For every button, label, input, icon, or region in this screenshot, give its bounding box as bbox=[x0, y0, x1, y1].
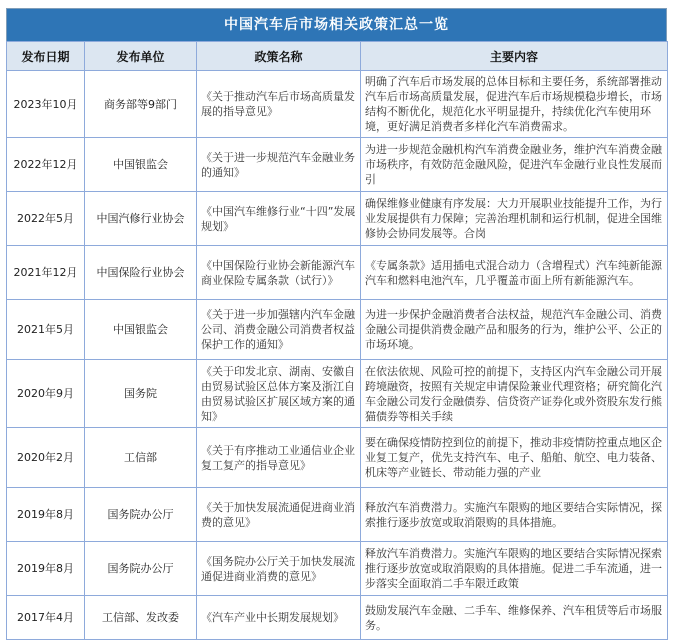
cell-unit: 中国保险行业协会 bbox=[85, 246, 197, 300]
cell-content: 为进一步规范金融机构汽车消费金融业务，维护汽车消费金融市场秩序，有效防范金融风险，促进汽车金融行业良性发展而引 bbox=[361, 138, 668, 192]
cell-unit: 商务部等9部门 bbox=[85, 71, 197, 138]
header-content: 主要内容 bbox=[361, 42, 668, 71]
policy-table-container bbox=[6, 8, 667, 640]
cell-policy-name: 《关于印发北京、湖南、安徽自由贸易试验区总体方案及浙江自由贸易试验区扩展区域方案的通知》 bbox=[197, 360, 361, 428]
cell-content: 在依法依规、风险可控的前提下，支持区内汽车金融公司开展跨境融资，按照有关规定申请保险兼业代理资格；研究简化汽车金融公司发行金融债券、信贷资产证券化或外资股东发行熊猫债券等相关手续 bbox=[361, 360, 668, 428]
table-row bbox=[7, 542, 668, 596]
header-date: 发布日期 bbox=[7, 42, 85, 71]
table-row bbox=[7, 428, 668, 488]
cell-date: 2019年8月 bbox=[7, 542, 85, 596]
cell-date: 2020年2月 bbox=[7, 428, 85, 488]
cell-policy-name: 《关于进一步加强辖内汽车金融公司、消费金融公司消费者权益保护工作的通知》 bbox=[197, 300, 361, 360]
cell-content: 鼓励发展汽车金融、二手车、维修保养、汽车租赁等后市场服务。 bbox=[361, 596, 668, 640]
cell-content: 释放汽车消费潜力。实施汽车限购的地区要结合实际情况探索推行逐步放宽或取消限购的具体措施。促进二手车流通，进一步落实全面取消二手车限迁政策 bbox=[361, 542, 668, 596]
cell-content: 确保维修业健康有序发展：大力开展职业技能提升工作，为行业发展提供有力保障；完善治理机制和运行机制，促进全国维修协会协同发展等。合岗 bbox=[361, 192, 668, 246]
table-row bbox=[7, 138, 668, 192]
cell-unit: 中国汽修行业协会 bbox=[85, 192, 197, 246]
cell-unit: 国务院办公厅 bbox=[85, 488, 197, 542]
table-row bbox=[7, 360, 668, 428]
cell-date: 2021年5月 bbox=[7, 300, 85, 360]
table-row bbox=[7, 192, 668, 246]
cell-date: 2023年10月 bbox=[7, 71, 85, 138]
header-row bbox=[7, 42, 668, 71]
cell-policy-name: 《中国保险行业协会新能源汽车商业保险专属条款（试行）》 bbox=[197, 246, 361, 300]
cell-content: 《专属条款》适用插电式混合动力（含增程式）汽车纯新能源汽车和燃料电池汽车，几乎覆盖市面上所有新能源汽车。 bbox=[361, 246, 668, 300]
table-row bbox=[7, 246, 668, 300]
table-title: 中国汽车后市场相关政策汇总一览 bbox=[6, 8, 667, 41]
cell-date: 2020年9月 bbox=[7, 360, 85, 428]
cell-policy-name: 《关于推动汽车后市场高质量发展的指导意见》 bbox=[197, 71, 361, 138]
table-row bbox=[7, 596, 668, 640]
cell-policy-name: 《关于进一步规范汽车金融业务的通知》 bbox=[197, 138, 361, 192]
cell-policy-name: 《关于加快发展流通促进商业消费的意见》 bbox=[197, 488, 361, 542]
cell-content: 明确了汽车后市场发展的总体目标和主要任务，系统部署推动汽车后市场高质量发展，促进汽车后市场规模稳步增长，市场结构不断优化，规范化水平明显提升，持续优化汽车使用环境，更好满足消费者多样化汽车消费需求。 bbox=[361, 71, 668, 138]
policy-table bbox=[6, 41, 668, 640]
cell-date: 2022年5月 bbox=[7, 192, 85, 246]
cell-unit: 工信部、发改委 bbox=[85, 596, 197, 640]
cell-policy-name: 《中国汽车维修行业“十四”发展规划》 bbox=[197, 192, 361, 246]
table-row bbox=[7, 300, 668, 360]
header-policy-name: 政策名称 bbox=[197, 42, 361, 71]
cell-content: 要在确保疫情防控到位的前提下，推动非疫情防控重点地区企业复工复产，优先支持汽车、电子、船舶、航空、电力装备、机床等产业链长、带动能力强的产业 bbox=[361, 428, 668, 488]
cell-date: 2017年4月 bbox=[7, 596, 85, 640]
cell-policy-name: 《汽车产业中长期发展规划》 bbox=[197, 596, 361, 640]
header-unit: 发布单位 bbox=[85, 42, 197, 71]
table-row bbox=[7, 71, 668, 138]
cell-unit: 国务院办公厅 bbox=[85, 542, 197, 596]
cell-policy-name: 《关于有序推动工业通信业企业复工复产的指导意见》 bbox=[197, 428, 361, 488]
cell-unit: 国务院 bbox=[85, 360, 197, 428]
cell-content: 为进一步保护金融消费者合法权益，规范汽车金融公司、消费金融公司提供消费金融产品和服务的行为，维护公平、公正的市场环境。 bbox=[361, 300, 668, 360]
cell-unit: 工信部 bbox=[85, 428, 197, 488]
cell-unit: 中国银监会 bbox=[85, 300, 197, 360]
table-row bbox=[7, 488, 668, 542]
cell-content: 释放汽车消费潜力。实施汽车限购的地区要结合实际情况，探索推行逐步放宽或取消限购的具体措施。 bbox=[361, 488, 668, 542]
cell-date: 2021年12月 bbox=[7, 246, 85, 300]
cell-unit: 中国银监会 bbox=[85, 138, 197, 192]
cell-date: 2019年8月 bbox=[7, 488, 85, 542]
cell-policy-name: 《国务院办公厅关于加快发展流通促进商业消费的意见》 bbox=[197, 542, 361, 596]
cell-date: 2022年12月 bbox=[7, 138, 85, 192]
